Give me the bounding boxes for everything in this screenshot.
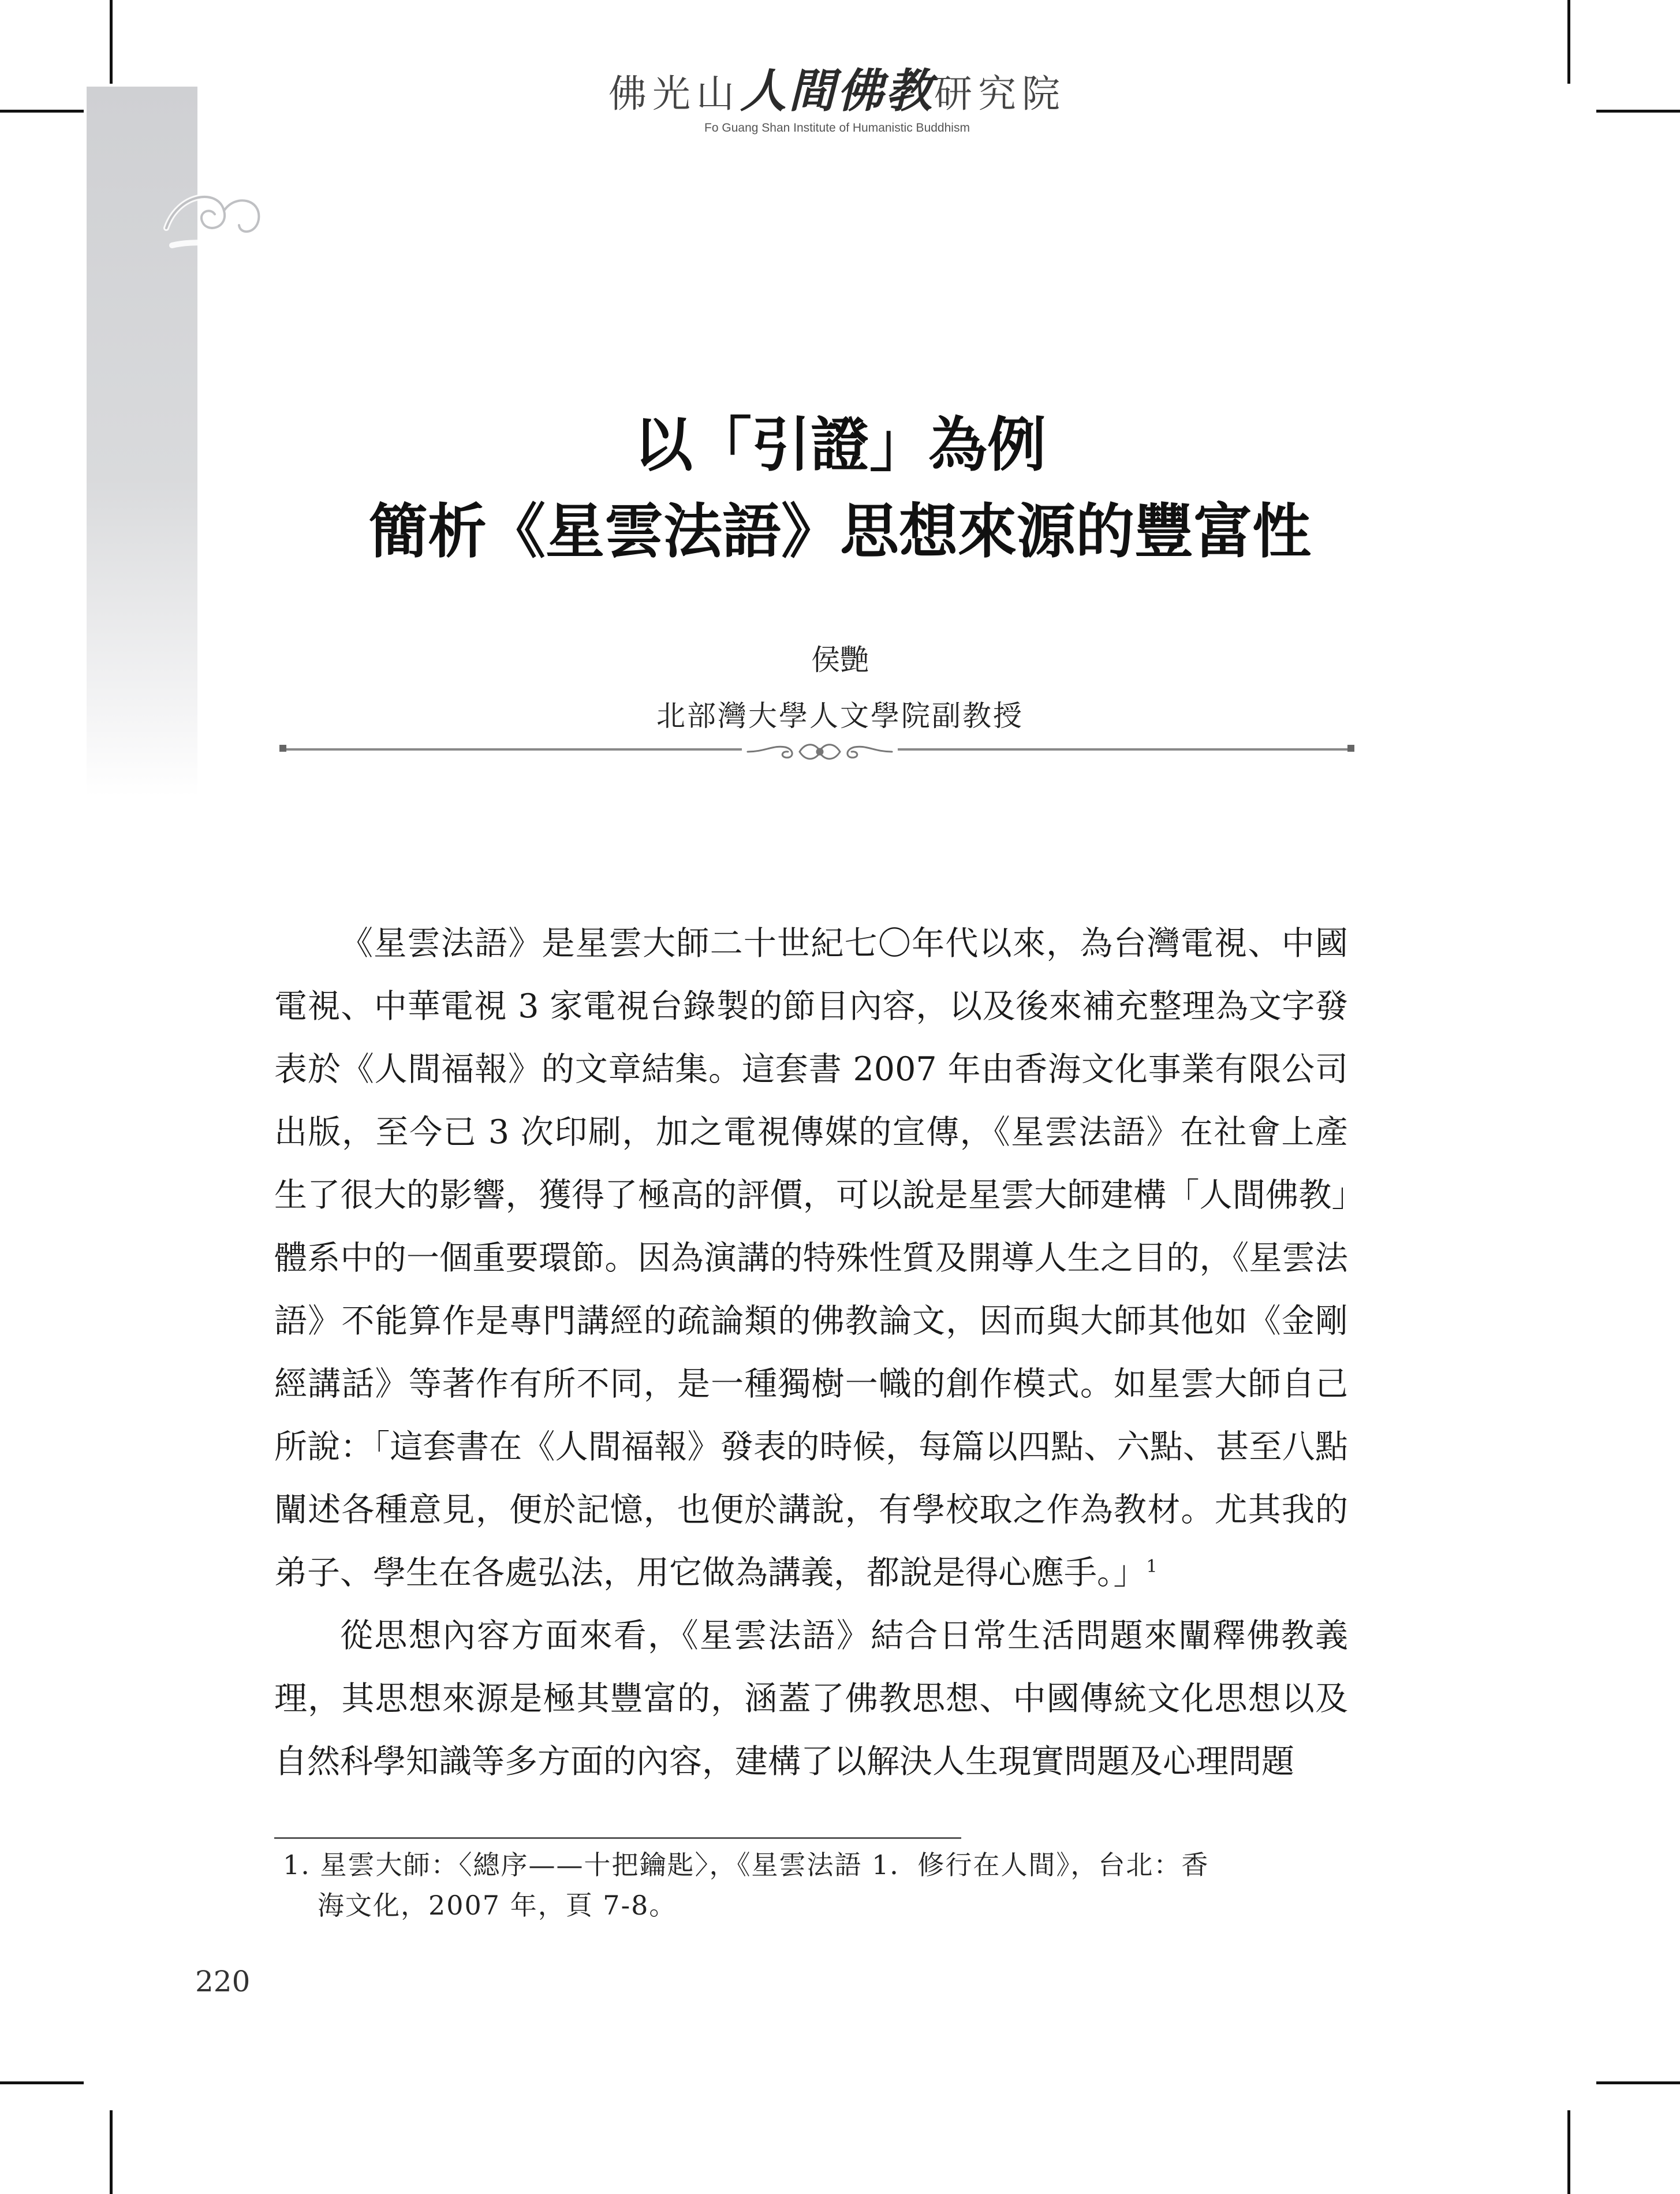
cloud-ornament-icon	[155, 159, 270, 257]
paragraph: 從思想內容方面來看，《星雲法語》結合日常生活問題來闡釋佛教義理，其思想來源是極其豐富的，涵蓋了佛教思想、中國傳統文化思想以及自然科學知識等多方面的內容，建構了以解決人生現實問題及心理問題	[274, 1617, 1348, 1781]
page-number: 220	[195, 1965, 251, 1998]
author-affiliation: 北部灣大學人文學院副教授	[656, 699, 1024, 733]
crop-mark	[1567, 0, 1570, 84]
footnote-reference[interactable]: 1	[1146, 1557, 1158, 1577]
author-name: 侯艷	[811, 643, 869, 677]
crop-mark	[1567, 2110, 1570, 2194]
running-header	[577, 64, 1097, 135]
institute-logo: 佛光山人間佛教研究院	[608, 64, 1066, 118]
body-text	[274, 912, 1348, 1793]
paper-title-line1: 以「引證」為例	[634, 411, 1046, 480]
crop-mark	[1596, 110, 1680, 113]
paper-title-line2: 簡析《星雲法語》思想來源的豐富性	[369, 497, 1311, 566]
divider-endpoint	[1347, 745, 1354, 752]
divider-endpoint	[279, 745, 286, 752]
footnote-text: 星雲大師：〈總序——十把鑰匙〉，《星雲法語 1．修行在人間》，台北：香	[320, 1849, 1209, 1880]
footnote-number: 1.	[283, 1849, 311, 1880]
institute-english-name: Fo Guang Shan Institute of Humanistic Buddhism	[704, 121, 970, 135]
crop-mark	[0, 110, 84, 113]
crop-mark	[1596, 2081, 1680, 2084]
paragraph: 《星雲法語》是星雲大師二十世紀七〇年代以來，為台灣電視、中國電視、中華電視 3 家電視台錄製的節目內容，以及後來補充整理為文字發表於《人間福報》的文章結集。這套書 2007 年由香海文化事業有限公司出版，至今已 3 次印刷，加之電視傳媒的宣傳，《星雲法語》在社會上產生了很大的影響，獲得了極高的評價，可以說是星雲大師建構「人間佛教」體系中的一個重要環節。因為演講的特殊性質及開導人生之目的，《星雲法語》不能算作是專門講經的疏論類的佛教論文，因而與大師其他如《金剛經講話》等著作有所不同，是一種獨樹一幟的創作模式。如星雲大師自己所說：「這套書在《人間福報》發表的時候，每篇以四點、六點、甚至八點闡述各種意見，便於記憶，也便於講說，有學校取之作為教材。尤其我的弟子、學生在各處弘法，用它做為講義，都說是得心應手。」$^1$	[274, 924, 1348, 1592]
crop-mark	[110, 0, 113, 84]
footnote	[283, 1845, 1348, 1926]
footnote-rule	[274, 1837, 961, 1839]
crop-mark	[110, 2110, 113, 2194]
crop-mark	[0, 2081, 84, 2084]
footnote-text-continued: 海文化，2007 年，頁 7-8。	[318, 1890, 677, 1921]
scroll-ornament-icon	[742, 734, 898, 769]
